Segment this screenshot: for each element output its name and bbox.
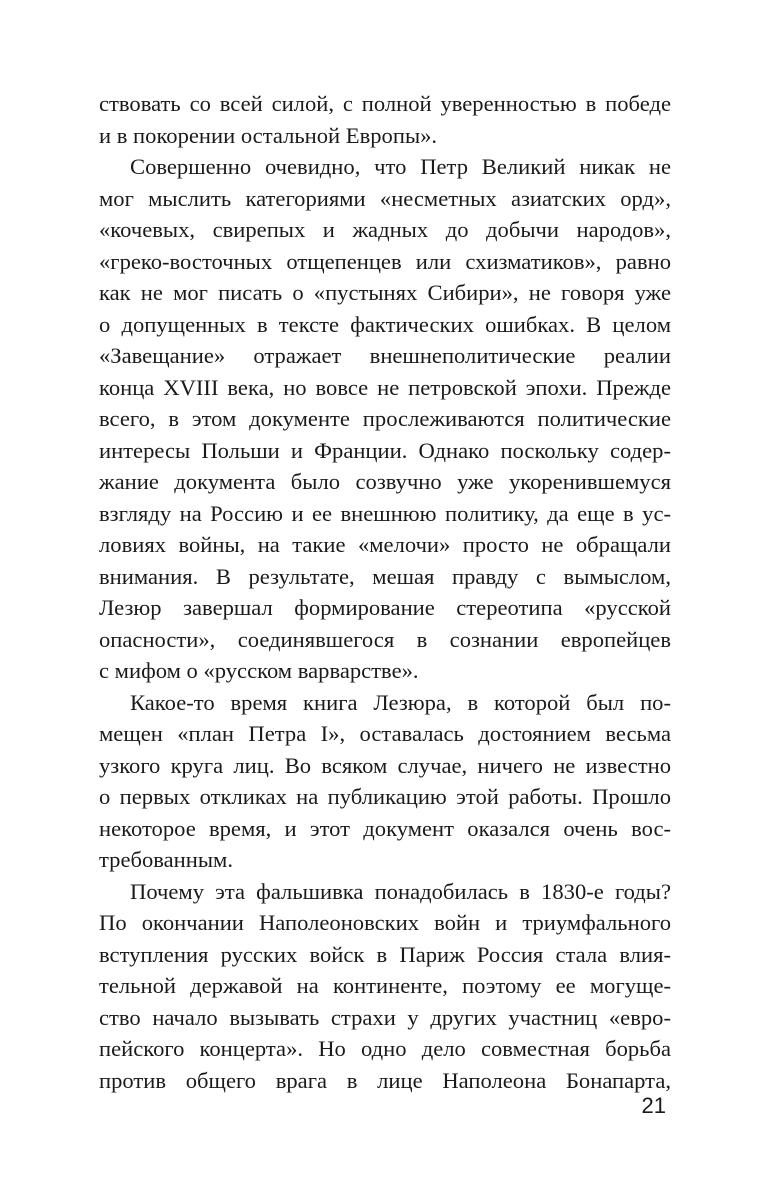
paragraph [99, 687, 671, 876]
text-line: Почему эта фальшивка понадобилась в 1830-е годы? [130, 878, 671, 904]
text-line: «греко-восточных отщепенцев или схизматиков», равно [99, 248, 671, 274]
paragraph [99, 876, 671, 1097]
text-line: Лезюр завершал формирование стереотипа «русской [99, 595, 671, 620]
paragraph [99, 151, 671, 687]
text-line: всего, в этом документе прослеживаются политические [99, 406, 671, 431]
text-line: тельной державой на континенте, поэтому ее могуще- [99, 973, 671, 998]
text-line: как не мог писать о «пустынях Сибири», не говоря уже [99, 280, 671, 305]
text-line: Совершенно очевидно, что Петр Великий никак не [130, 154, 671, 179]
text-line: о допущенных в тексте фактических ошибках. В целом [99, 311, 671, 337]
text-line: требованным. [99, 847, 233, 872]
text-line: ствовать со всей силой, с полной уверенностью в победе [99, 91, 671, 116]
text-line: внимания. В результате, мешая правду с вымыслом, [99, 563, 671, 589]
text-line: ство начало вызывать страхи у других участниц «евро- [99, 1004, 671, 1030]
text-line: вступления русских войск в Париж Россия стала влия- [99, 941, 671, 967]
text-line: и в покорении остальной Европы». [99, 122, 438, 148]
text-line: опасности», соединявшегося в сознании европейцев [99, 626, 671, 652]
text-line: мещен «план Петра I», оставалась достоянием весьма [99, 721, 671, 746]
text-line: против общего врага в лице Наполеона Бонапарта, [99, 1067, 671, 1093]
text-line: о первых откликах на публикацию этой работы. Прошло [99, 784, 671, 809]
text-line: «кочевых, свирепых и жадных до добычи народов», [99, 217, 671, 242]
paragraph [99, 88, 671, 151]
text-line: мог мыслить категориями «несметных азиатских орд», [99, 185, 671, 211]
text-line: ловиях войны, на такие «мелочи» просто не обращали [99, 532, 671, 557]
page-body-text [99, 88, 671, 1096]
text-line: с мифом о «русском варварстве». [99, 658, 419, 683]
text-line: взгляду на Россию и ее внешнюю политику, да еще в ус- [99, 500, 671, 526]
text-line: некоторое время, и этот документ оказался очень вос- [99, 815, 671, 841]
text-line: Какое-то время книга Лезюра, в которой был по- [130, 689, 671, 715]
page-number: 21 [641, 1093, 666, 1118]
text-line: интересы Польши и Франции. Однако поскольку содер- [99, 437, 671, 463]
text-line: По окончании Наполеоновских войн и триумфального [99, 910, 671, 935]
text-line: жание документа было созвучно уже укоренившемуся [99, 469, 671, 494]
text-line: пейского концерта». Но одно дело совместная борьба [99, 1036, 671, 1061]
text-line: конца XVIII века, но вовсе не петровской эпохи. Прежде [99, 374, 671, 400]
text-line: «Завещание» отражает внешнеполитические реалии [99, 343, 671, 368]
text-line: узкого круга лиц. Во всяком случае, ничего не известно [99, 752, 671, 778]
